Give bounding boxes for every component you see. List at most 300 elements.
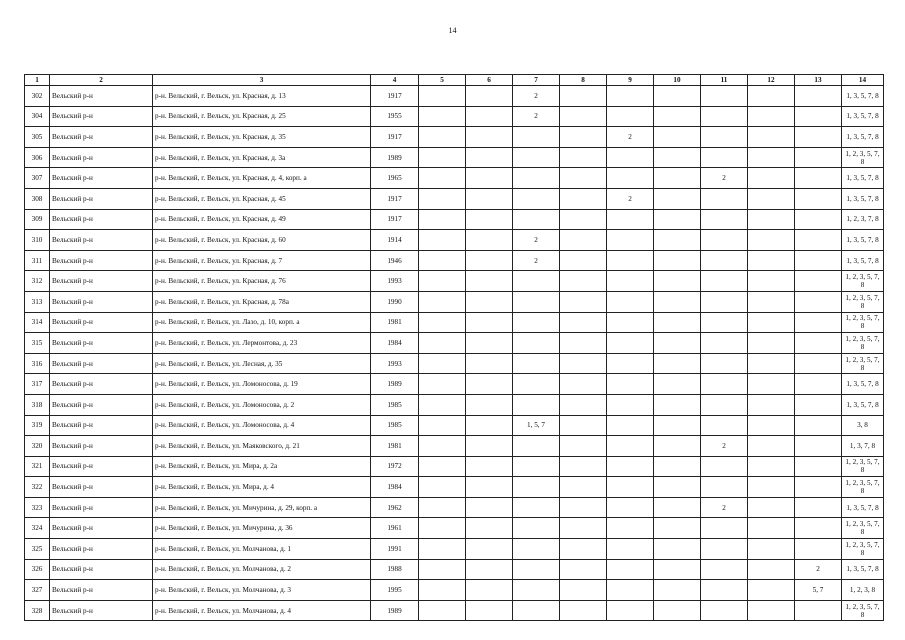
- row-number: 325: [25, 539, 50, 560]
- col5-cell: [419, 415, 466, 436]
- col9-cell: [607, 106, 654, 127]
- col6-cell: [466, 230, 513, 251]
- district-cell: Вельский р-н: [50, 394, 153, 415]
- row-number: 313: [25, 291, 50, 312]
- col10-cell: [654, 127, 701, 148]
- col12-cell: [748, 127, 795, 148]
- table-row: [25, 477, 884, 498]
- table-row: [25, 518, 884, 539]
- table-row: [25, 147, 884, 168]
- district-cell: Вельский р-н: [50, 250, 153, 271]
- col13-cell: 2: [795, 559, 842, 580]
- col12-cell: [748, 147, 795, 168]
- col14-cell: 1, 2, 3, 5, 7, 8: [842, 477, 884, 498]
- col11-cell: [701, 312, 748, 333]
- col14-cell: 1, 2, 3, 5, 7, 8: [842, 312, 884, 333]
- col7-cell: [513, 518, 560, 539]
- col7-cell: [513, 188, 560, 209]
- address-cell: р-н. Вельский, г. Вельск, ул. Лазо, д. 10, корп. а: [153, 312, 371, 333]
- col12-cell: [748, 188, 795, 209]
- col10-cell: [654, 539, 701, 560]
- address-cell: р-н. Вельский, г. Вельск, ул. Молчанова, д. 3: [153, 580, 371, 601]
- col10-cell: [654, 580, 701, 601]
- address-cell: р-н. Вельский, г. Вельск, ул. Ломоносова, д. 4: [153, 415, 371, 436]
- table-row: [25, 250, 884, 271]
- col8-cell: [560, 333, 607, 354]
- district-cell: Вельский р-н: [50, 353, 153, 374]
- col7-cell: [513, 271, 560, 292]
- col8-cell: [560, 188, 607, 209]
- row-number: 308: [25, 188, 50, 209]
- col13-cell: 5, 7: [795, 580, 842, 601]
- col7-cell: 2: [513, 250, 560, 271]
- col8-cell: [560, 353, 607, 374]
- col9-cell: [607, 250, 654, 271]
- col5-cell: [419, 106, 466, 127]
- col8-cell: [560, 374, 607, 395]
- table-row: [25, 374, 884, 395]
- col6-cell: [466, 209, 513, 230]
- year-cell: 1984: [371, 477, 419, 498]
- address-cell: р-н. Вельский, г. Вельск, ул. Мира, д. 2а: [153, 456, 371, 477]
- col8-cell: [560, 230, 607, 251]
- col12-cell: [748, 497, 795, 518]
- col11-cell: [701, 147, 748, 168]
- col9-cell: [607, 518, 654, 539]
- district-cell: Вельский р-н: [50, 374, 153, 395]
- col12-cell: [748, 436, 795, 457]
- col10-cell: [654, 415, 701, 436]
- table-row: [25, 291, 884, 312]
- col12-cell: [748, 209, 795, 230]
- col13-cell: [795, 291, 842, 312]
- col14-cell: 1, 3, 5, 7, 8: [842, 86, 884, 107]
- col12-cell: [748, 250, 795, 271]
- col12-cell: [748, 374, 795, 395]
- table-row: [25, 497, 884, 518]
- col12-cell: [748, 168, 795, 189]
- col11-cell: [701, 271, 748, 292]
- col9-cell: [607, 559, 654, 580]
- col5-cell: [419, 477, 466, 498]
- address-cell: р-н. Вельский, г. Вельск, ул. Мичурина, д. 36: [153, 518, 371, 539]
- table-header-row: [25, 75, 884, 86]
- year-cell: 1984: [371, 333, 419, 354]
- col13-cell: [795, 456, 842, 477]
- column-header-3: 3: [153, 75, 371, 86]
- row-number: 323: [25, 497, 50, 518]
- col10-cell: [654, 188, 701, 209]
- col6-cell: [466, 353, 513, 374]
- col10-cell: [654, 230, 701, 251]
- year-cell: 1981: [371, 436, 419, 457]
- address-cell: р-н. Вельский, г. Вельск, ул. Красная, д. 7: [153, 250, 371, 271]
- col11-cell: [701, 539, 748, 560]
- col11-cell: [701, 106, 748, 127]
- col9-cell: 2: [607, 188, 654, 209]
- col10-cell: [654, 436, 701, 457]
- col5-cell: [419, 230, 466, 251]
- address-cell: р-н. Вельский, г. Вельск, ул. Мичурина, д. 29, корп. а: [153, 497, 371, 518]
- district-cell: Вельский р-н: [50, 230, 153, 251]
- col14-cell: 1, 2, 3, 5, 7, 8: [842, 271, 884, 292]
- col10-cell: [654, 477, 701, 498]
- address-cell: р-н. Вельский, г. Вельск, ул. Лесная, д. 35: [153, 353, 371, 374]
- table-row: [25, 539, 884, 560]
- col8-cell: [560, 312, 607, 333]
- col10-cell: [654, 168, 701, 189]
- table-row: [25, 415, 884, 436]
- col12-cell: [748, 539, 795, 560]
- col11-cell: 2: [701, 168, 748, 189]
- year-cell: 1917: [371, 127, 419, 148]
- col6-cell: [466, 456, 513, 477]
- year-cell: 1955: [371, 106, 419, 127]
- col14-cell: 1, 2, 3, 5, 7, 8: [842, 333, 884, 354]
- col6-cell: [466, 600, 513, 621]
- col10-cell: [654, 518, 701, 539]
- col14-cell: 1, 3, 5, 7, 8: [842, 374, 884, 395]
- col6-cell: [466, 106, 513, 127]
- address-cell: р-н. Вельский, г. Вельск, ул. Ломоносова, д. 19: [153, 374, 371, 395]
- district-cell: Вельский р-н: [50, 168, 153, 189]
- col10-cell: [654, 559, 701, 580]
- col13-cell: [795, 353, 842, 374]
- col8-cell: [560, 436, 607, 457]
- col10-cell: [654, 312, 701, 333]
- col7-cell: 2: [513, 230, 560, 251]
- table-row: [25, 86, 884, 107]
- col6-cell: [466, 86, 513, 107]
- col5-cell: [419, 394, 466, 415]
- col11-cell: [701, 559, 748, 580]
- col9-cell: [607, 353, 654, 374]
- col7-cell: [513, 147, 560, 168]
- row-number: 317: [25, 374, 50, 395]
- col13-cell: [795, 188, 842, 209]
- col13-cell: [795, 271, 842, 292]
- col9-cell: [607, 333, 654, 354]
- col14-cell: 1, 2, 3, 7, 8: [842, 209, 884, 230]
- col14-cell: 1, 3, 5, 7, 8: [842, 127, 884, 148]
- district-cell: Вельский р-н: [50, 456, 153, 477]
- col7-cell: [513, 127, 560, 148]
- col12-cell: [748, 456, 795, 477]
- col10-cell: [654, 209, 701, 230]
- table-row: [25, 394, 884, 415]
- col7-cell: [513, 168, 560, 189]
- col12-cell: [748, 312, 795, 333]
- col13-cell: [795, 168, 842, 189]
- page-number: 14: [448, 26, 457, 35]
- col13-cell: [795, 106, 842, 127]
- col13-cell: [795, 333, 842, 354]
- year-cell: 1917: [371, 188, 419, 209]
- col8-cell: [560, 168, 607, 189]
- column-header-8: 8: [560, 75, 607, 86]
- row-number: 306: [25, 147, 50, 168]
- col10-cell: [654, 374, 701, 395]
- address-cell: р-н. Вельский, г. Вельск, ул. Красная, д. 4, корп. а: [153, 168, 371, 189]
- address-cell: р-н. Вельский, г. Вельск, ул. Молчанова, д. 4: [153, 600, 371, 621]
- col8-cell: [560, 250, 607, 271]
- year-cell: 1914: [371, 230, 419, 251]
- year-cell: 1962: [371, 497, 419, 518]
- col12-cell: [748, 559, 795, 580]
- district-cell: Вельский р-н: [50, 415, 153, 436]
- address-cell: р-н. Вельский, г. Вельск, ул. Красная, д. 49: [153, 209, 371, 230]
- col7-cell: 2: [513, 106, 560, 127]
- district-cell: Вельский р-н: [50, 312, 153, 333]
- col9-cell: [607, 147, 654, 168]
- col5-cell: [419, 209, 466, 230]
- col12-cell: [748, 271, 795, 292]
- column-header-14: 14: [842, 75, 884, 86]
- col8-cell: [560, 518, 607, 539]
- address-cell: р-н. Вельский, г. Вельск, ул. Красная, д. 76: [153, 271, 371, 292]
- col9-cell: [607, 86, 654, 107]
- col11-cell: [701, 374, 748, 395]
- row-number: 315: [25, 333, 50, 354]
- address-cell: р-н. Вельский, г. Вельск, ул. Лермонтова, д. 23: [153, 333, 371, 354]
- col11-cell: [701, 188, 748, 209]
- col13-cell: [795, 312, 842, 333]
- col10-cell: [654, 106, 701, 127]
- district-cell: Вельский р-н: [50, 86, 153, 107]
- col6-cell: [466, 477, 513, 498]
- col6-cell: [466, 374, 513, 395]
- col14-cell: 1, 3, 5, 7, 8: [842, 394, 884, 415]
- column-header-9: 9: [607, 75, 654, 86]
- col9-cell: [607, 436, 654, 457]
- row-number: 318: [25, 394, 50, 415]
- col10-cell: [654, 456, 701, 477]
- col6-cell: [466, 539, 513, 560]
- col6-cell: [466, 436, 513, 457]
- col8-cell: [560, 477, 607, 498]
- year-cell: 1946: [371, 250, 419, 271]
- col14-cell: 1, 2, 3, 8: [842, 580, 884, 601]
- district-cell: Вельский р-н: [50, 271, 153, 292]
- col9-cell: [607, 600, 654, 621]
- col14-cell: 1, 3, 7, 8: [842, 436, 884, 457]
- col5-cell: [419, 580, 466, 601]
- year-cell: 1985: [371, 394, 419, 415]
- table-row: [25, 168, 884, 189]
- col11-cell: 2: [701, 497, 748, 518]
- col5-cell: [419, 518, 466, 539]
- row-number: 310: [25, 230, 50, 251]
- table-row: [25, 600, 884, 621]
- col9-cell: [607, 168, 654, 189]
- col8-cell: [560, 456, 607, 477]
- col14-cell: 1, 3, 5, 7, 8: [842, 559, 884, 580]
- year-cell: 1990: [371, 291, 419, 312]
- col9-cell: [607, 230, 654, 251]
- row-number: 304: [25, 106, 50, 127]
- column-header-12: 12: [748, 75, 795, 86]
- col12-cell: [748, 291, 795, 312]
- district-cell: Вельский р-н: [50, 333, 153, 354]
- col8-cell: [560, 600, 607, 621]
- col8-cell: [560, 394, 607, 415]
- col8-cell: [560, 415, 607, 436]
- col5-cell: [419, 188, 466, 209]
- col8-cell: [560, 147, 607, 168]
- col7-cell: [513, 312, 560, 333]
- table-row: [25, 436, 884, 457]
- register-table: [24, 74, 884, 621]
- row-number: 328: [25, 600, 50, 621]
- col12-cell: [748, 518, 795, 539]
- col5-cell: [419, 374, 466, 395]
- col10-cell: [654, 394, 701, 415]
- col11-cell: [701, 127, 748, 148]
- col14-cell: 1, 3, 5, 7, 8: [842, 497, 884, 518]
- col13-cell: [795, 600, 842, 621]
- row-number: 302: [25, 86, 50, 107]
- col6-cell: [466, 497, 513, 518]
- col5-cell: [419, 147, 466, 168]
- address-cell: р-н. Вельский, г. Вельск, ул. Красная, д. 35: [153, 127, 371, 148]
- col9-cell: [607, 580, 654, 601]
- col8-cell: [560, 271, 607, 292]
- column-header-10: 10: [654, 75, 701, 86]
- col13-cell: [795, 374, 842, 395]
- table-row: [25, 209, 884, 230]
- col7-cell: [513, 394, 560, 415]
- col11-cell: [701, 456, 748, 477]
- col10-cell: [654, 271, 701, 292]
- col14-cell: 1, 3, 5, 7, 8: [842, 250, 884, 271]
- district-cell: Вельский р-н: [50, 127, 153, 148]
- row-number: 321: [25, 456, 50, 477]
- col8-cell: [560, 86, 607, 107]
- col13-cell: [795, 518, 842, 539]
- address-cell: р-н. Вельский, г. Вельск, ул. Маяковского, д. 21: [153, 436, 371, 457]
- col11-cell: [701, 86, 748, 107]
- col5-cell: [419, 497, 466, 518]
- col12-cell: [748, 353, 795, 374]
- year-cell: 1995: [371, 580, 419, 601]
- col10-cell: [654, 147, 701, 168]
- col7-cell: [513, 436, 560, 457]
- col7-cell: 1, 5, 7: [513, 415, 560, 436]
- col11-cell: 2: [701, 436, 748, 457]
- address-cell: р-н. Вельский, г. Вельск, ул. Красная, д. 3а: [153, 147, 371, 168]
- row-number: 316: [25, 353, 50, 374]
- col13-cell: [795, 497, 842, 518]
- table-row: [25, 312, 884, 333]
- district-cell: Вельский р-н: [50, 518, 153, 539]
- col9-cell: [607, 271, 654, 292]
- district-cell: Вельский р-н: [50, 477, 153, 498]
- district-cell: Вельский р-н: [50, 559, 153, 580]
- col14-cell: 1, 2, 3, 5, 7, 8: [842, 291, 884, 312]
- col9-cell: [607, 374, 654, 395]
- col10-cell: [654, 353, 701, 374]
- row-number: 309: [25, 209, 50, 230]
- col12-cell: [748, 333, 795, 354]
- col14-cell: 1, 2, 3, 5, 7, 8: [842, 353, 884, 374]
- col14-cell: 1, 2, 3, 5, 7, 8: [842, 147, 884, 168]
- table-body: [25, 86, 884, 621]
- col8-cell: [560, 580, 607, 601]
- year-cell: 1993: [371, 353, 419, 374]
- col13-cell: [795, 250, 842, 271]
- col11-cell: [701, 394, 748, 415]
- col13-cell: [795, 86, 842, 107]
- col8-cell: [560, 209, 607, 230]
- col13-cell: [795, 127, 842, 148]
- col13-cell: [795, 477, 842, 498]
- col6-cell: [466, 127, 513, 148]
- table-row: [25, 127, 884, 148]
- col5-cell: [419, 86, 466, 107]
- year-cell: 1965: [371, 168, 419, 189]
- column-header-6: 6: [466, 75, 513, 86]
- year-cell: 1988: [371, 559, 419, 580]
- col5-cell: [419, 436, 466, 457]
- district-cell: Вельский р-н: [50, 209, 153, 230]
- col9-cell: [607, 456, 654, 477]
- year-cell: 1991: [371, 539, 419, 560]
- row-number: 322: [25, 477, 50, 498]
- table-row: [25, 559, 884, 580]
- col5-cell: [419, 291, 466, 312]
- address-cell: р-н. Вельский, г. Вельск, ул. Красная, д. 13: [153, 86, 371, 107]
- col12-cell: [748, 106, 795, 127]
- col7-cell: [513, 600, 560, 621]
- col12-cell: [748, 477, 795, 498]
- row-number: 314: [25, 312, 50, 333]
- col6-cell: [466, 559, 513, 580]
- row-number: 327: [25, 580, 50, 601]
- col10-cell: [654, 86, 701, 107]
- column-header-13: 13: [795, 75, 842, 86]
- col9-cell: [607, 394, 654, 415]
- col12-cell: [748, 230, 795, 251]
- col8-cell: [560, 127, 607, 148]
- address-cell: р-н. Вельский, г. Вельск, ул. Молчанова, д. 2: [153, 559, 371, 580]
- address-cell: р-н. Вельский, г. Вельск, ул. Красная, д. 25: [153, 106, 371, 127]
- table-row: [25, 353, 884, 374]
- col13-cell: [795, 415, 842, 436]
- col12-cell: [748, 580, 795, 601]
- col9-cell: [607, 539, 654, 560]
- district-cell: Вельский р-н: [50, 106, 153, 127]
- col6-cell: [466, 168, 513, 189]
- year-cell: 1917: [371, 86, 419, 107]
- col5-cell: [419, 312, 466, 333]
- row-number: 307: [25, 168, 50, 189]
- row-number: 311: [25, 250, 50, 271]
- col9-cell: [607, 497, 654, 518]
- col11-cell: [701, 230, 748, 251]
- col6-cell: [466, 250, 513, 271]
- col13-cell: [795, 230, 842, 251]
- col10-cell: [654, 291, 701, 312]
- row-number: 324: [25, 518, 50, 539]
- col6-cell: [466, 580, 513, 601]
- col6-cell: [466, 415, 513, 436]
- address-cell: р-н. Вельский, г. Вельск, ул. Ломоносова, д. 2: [153, 394, 371, 415]
- address-cell: р-н. Вельский, г. Вельск, ул. Молчанова, д. 1: [153, 539, 371, 560]
- col11-cell: [701, 353, 748, 374]
- col7-cell: 2: [513, 86, 560, 107]
- col5-cell: [419, 271, 466, 292]
- col13-cell: [795, 209, 842, 230]
